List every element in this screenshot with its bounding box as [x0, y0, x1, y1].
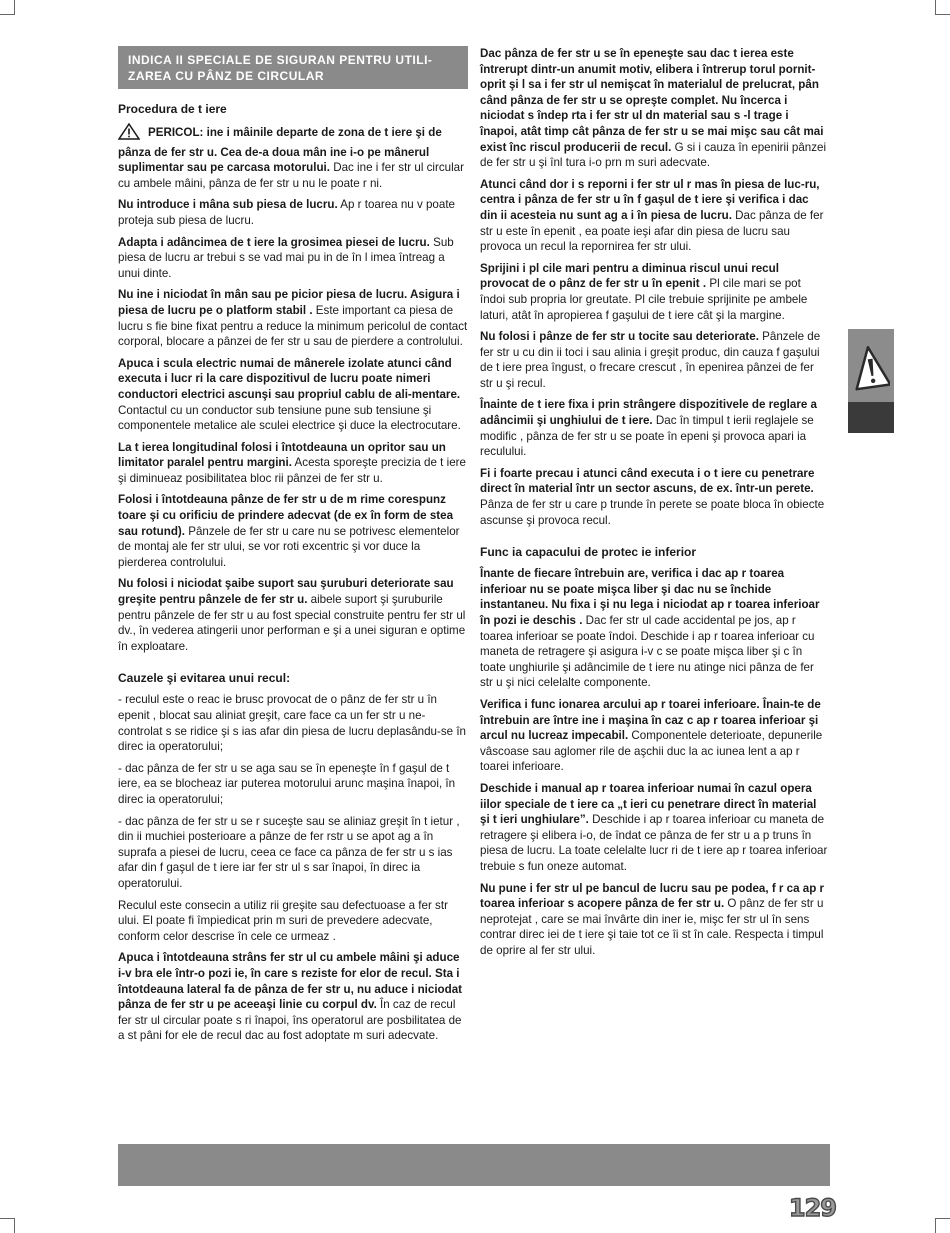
paragraph-text: aibele suport şi şuruburile pentru pânzele de fer str u au fost special construite pentru fer str ul dv., în vederea atingerii unor performan e şi a unei siguran e optime în exploatare.	[118, 593, 466, 653]
paragraph-bold: Folosi i întotdeauna pânze de fer str u de m rime corespunz toare şi cu orificiu de prindere adecvat (de ex în form de stea sau rotund).	[118, 493, 454, 538]
paragraph	[118, 235, 468, 282]
paragraph	[118, 492, 468, 570]
paragraph	[118, 950, 468, 1044]
paragraph-bold: Nu introduce i mâna sub piesa de lucru.	[118, 198, 338, 212]
section-heading-lower-guard: Func ia capacului de protec ie inferior	[480, 545, 697, 560]
paragraph	[118, 197, 468, 228]
paragraph-bold: Nu folosi i niciodat şaibe suport sau şuruburi deteriorate sau greşite pentru pânzele de fer str u.	[118, 577, 454, 607]
paragraph-text: Pl cile mari se pot îndoi sub propria lor greutate. Pl cile trebuie sprijinite pe ambele laturi, atât în apropierea f gaşului de t iere cât şi la margine.	[480, 277, 808, 322]
paragraph-text: Ap r toarea nu v poate proteja sub piesa de lucru.	[118, 198, 455, 227]
paragraph-bold: PERICOL: ine i mâinile departe de zona de t iere şi de pânza de fer str u. Cea de-a doua mân ine i-o pe mânerul suplimentar sau pe carcasa motorului.	[118, 126, 442, 175]
paragraph	[480, 261, 828, 323]
paragraph-bold: Dac pânza de fer str u se în epeneşte sau dac t ierea este întrerupt dintr-un anumit motiv, elibera i întrerup torul pornit-oprit şi l sa i fer str ul nemişcat în materialul de prelucrat, pân când pânza de fer str u se opreşte complet. Nu încerca i niciodat s îndep rta i fer str ul dn material sau s -l trage i înapoi, atât timp cât pânza de fer str u se mai mişc sau cât mai exist înc riscul producerii de recul.	[480, 47, 824, 154]
paragraph-bold: Nu ine i niciodat în mân sau pe picior piesa de lucru. Asigura i piesa de lucru pe o platform stabil .	[118, 288, 460, 317]
paragraph	[480, 881, 828, 959]
paragraph-bold: La t ierea longitudinal folosi i întotdeauna un opritor sau un limitator paralel pentru margini.	[118, 440, 446, 470]
paragraph	[118, 440, 468, 487]
right-column	[480, 46, 828, 964]
paragraph-bold: Sprijini i pl cile mari pentru a diminua riscul unui recul provocat de o pânz de fer str u în epenit .	[480, 261, 779, 291]
crop-mark	[935, 0, 950, 15]
paragraph-text: Componentele deterioate, depunerile vâscoase sau aglomer rile de aşchii duc la ac iunea lent a ap r toarei inferioare.	[480, 729, 823, 774]
paragraph-text: O pânz de fer str u neprotejat , care se mai învârte din iner ie, mişc fer str ul în sens contrar direc iei de t iere şi taie tot ce îi st în cale. Respecta i timpul de oprire al fer str ului.	[480, 897, 824, 957]
paragraph	[480, 781, 828, 875]
paragraph-bold: Apuca i întotdeauna strâns fer str ul cu ambele mâini şi aduce i-v bra ele într-o pozi ie, în care s reziste for elor de recul. Sta i întotdeauna lateral fa de pânza de fer str u, nu aduce i niciodat pânza de fer str u pe aceeaşi linie cu corpul dv.	[118, 951, 463, 1012]
paragraph	[480, 177, 828, 255]
paragraph	[118, 123, 468, 191]
paragraph-text: Dac ine i fer str ul circular cu ambele mâini, pânza de fer str u nu le poate r ni.	[118, 161, 464, 190]
paragraph: Reculul este consecin a utiliz rii greşite sau defectuoase a fer str ului. El poate fi împiedicat prin m suri de prevedere adecvate, conform celor descrise în cele ce urmeaz .	[118, 898, 448, 943]
paragraph	[480, 329, 828, 391]
paragraph: - dac pânza de fer str u se r suceşte sau se aliniaz greşit în t ietur , din ii muchiei posterioare a pânze de fer rstr u se apot ag a în suprafa a piesei de lucru, ceea ce face ca pânza de fer str u s ias afar din f gaşul de t iere iar fer str ul s sar înapoi, în direc ia operatorului.	[118, 814, 460, 890]
paragraph-bold: Verifica i func ionarea arcului ap r toarei inferioare. Înain-te de întrebuin are între ine i maşina în caz c ap r toarea inferioar şi arcul nu lucreaz impecabil.	[480, 697, 821, 743]
paragraph-bold: Nu folosi i pânze de fer str u tocite sau deteriorate.	[480, 330, 759, 344]
paragraph	[118, 356, 468, 434]
paragraph-text: Deschide i ap r toarea inferioar cu maneta de retragere şi elibera i-o, de îndat ce pânza de fer str u a p truns în piesa de lucru. La toate celelalte lucr ri de t iere ap r toarea inferioar trebuie s fun oneze automat.	[480, 813, 828, 873]
left-column	[118, 46, 468, 1050]
paragraph-bold: Deschide i manual ap r toarea inferioar numai în cazul opera iilor speciale de t iere ca „t ieri cu penetrare direct în material şi t ieri unghiulare”.	[480, 781, 817, 827]
paragraph-bold: Fi i foarte precau i atunci când executa i o t iere cu penetrare direct în material într un sector ascuns, de ex. într-un perete.	[480, 466, 815, 496]
page-number: 129	[788, 1194, 836, 1222]
paragraph-text: Pânzele de fer str u cu din ii toci i sau alinia i greşit produc, din cauza f gaşului de t iere prea îngust, o frecare crescut , în epenirea pânzei de fer str u şi recul.	[480, 330, 821, 390]
paragraph-text: Dac fer str ul cade accidental pe jos, ap r toarea inferioar se poate îndoi. Deschide i ap r toarea inferioar cu maneta de retragere şi asigura i-v c se poate mişca liber şi c în toate unghiurile şi adâncimile de t iere nu atinge nici pânza de fer str u şi nici celelalte componente.	[480, 614, 815, 690]
side-tab-bottom	[848, 402, 894, 433]
paragraph-text: Pânzele de fer str u care nu se potrivesc elementelor de montaj ale fer str ului, se vor roti excentric şi vor duce la pierderea controlului.	[118, 524, 460, 569]
paragraph-bold: Adapta i adâncimea de t iere la grosimea piesei de lucru.	[118, 235, 430, 249]
paragraph	[480, 397, 828, 459]
paragraph-text: G si i cauza în epenirii pânzei de fer str u şi înl tura i-o prn m suri adecvate.	[480, 140, 827, 170]
paragraph	[480, 566, 828, 691]
paragraph-text: Dac pânza de fer str u este în epenit , ea poate ieşi afar din piesa de lucru sau provoca un recul la repornirea fer str ului.	[480, 208, 824, 254]
crop-mark	[935, 1218, 950, 1233]
paragraph-text: În caz de recul fer str ul circular poate s ri înapoi, îns operatorul are posbilitatea de a st pâni for ele de recul dac au fost adoptate m suri adecvate.	[118, 998, 462, 1043]
paragraph: - dac pânza de fer str u se aga sau se în epeneşte în f gaşul de t iere, ea se blocheaz iar puterea motorului arunc maşina înapoi, în direc ia operatorului;	[118, 761, 456, 806]
paragraph	[480, 697, 828, 775]
paragraph-bold: Înainte de t iere fixa i prin strângere dispozitivele de reglare a adâncimii şi unghiului de t iere.	[480, 398, 817, 428]
section-title-bar: INDICA II SPECIALE DE SIGURAN PENTRU UTILI-ZAREA CU PÂNZ DE CIRCULAR	[118, 46, 468, 89]
side-warning-tab	[848, 329, 894, 433]
paragraph-bold: Apuca i scula electric numai de mânerele izolate atunci când executa i lucr ri la care dispozitivul de lucru poate nimeri conductori electrici ascunşi sau propriul cablu de ali-mentare.	[118, 356, 461, 401]
paragraph-text: Acesta sporeşte precizia de t iere şi diminueaz posibilitatea bloc rii pânzei de fer str u.	[118, 456, 466, 485]
crop-mark	[0, 1218, 15, 1233]
paragraph-bold: Înante de fiecare întrebuin are, verifica i dac ap r toarea inferioar nu se poate mişca liber şi dac nu se închide instantaneu. Nu fixa i şi nu lega i niciodat ap r toarea inferioar în pozi ie deschis .	[480, 567, 820, 627]
paragraph: - reculul este o reac ie brusc provocat de o pânz de fer str u în epenit , blocat sau aliniat greşit, care face ca un fer str u ne-controlat s se ridice şi s ias afar din piesa de lucru deplasându-se în direc ia operatorului;	[118, 693, 466, 754]
footer-bar	[118, 1144, 830, 1186]
warning-triangle-icon	[118, 123, 140, 145]
warning-triangle-icon	[852, 343, 890, 391]
section-heading-cutting-procedure: Procedura de t iere	[118, 102, 227, 116]
paragraph	[480, 466, 828, 528]
paragraph-text: Este important ca piesa de lucru s fie bine fixat pentru a reduce la minimum pericolul de contact corporal, blocare a pânzei de fer str u sau de pierdere a controlului.	[118, 303, 468, 349]
crop-mark	[0, 0, 15, 15]
paragraph-text: Sub piesa de lucru ar trebui s se vad mai pu in de în l imea întreag a unui dinte.	[118, 235, 454, 280]
paragraph-text: Pânza de fer str u care p trunde în perete se poate bloca în obiecte ascunse şi provoca recul.	[480, 498, 825, 527]
paragraph	[118, 287, 468, 349]
paragraph	[480, 46, 828, 171]
paragraph-bold: Atunci când dor i s reporni i fer str ul r mas în piesa de luc-ru, centra i pânza de fer str u în f gaşul de t iere şi verifica i dac din ii acesteia nu sunt ag a i în piesa de lucru.	[480, 177, 820, 222]
section-heading-kickback: Cauzele şi evitarea unui recul:	[118, 671, 291, 686]
paragraph-bold: Nu pune i fer str ul pe bancul de lucru sau pe podea, f r ca ap r toarea inferioar s acopere pânza de fer str u.	[480, 881, 825, 911]
paragraph-text: Contactul cu un conductor sub tensiune pune sub tensiune şi componentele metalice ale sculei electrice şi duce la electrocutare.	[118, 403, 461, 433]
paragraph	[118, 576, 468, 654]
paragraph-text: Dac în timpul t ierii reglajele se modific , pânza de fer str u se poate în epeni şi provoca apari ia reculului.	[480, 414, 814, 459]
